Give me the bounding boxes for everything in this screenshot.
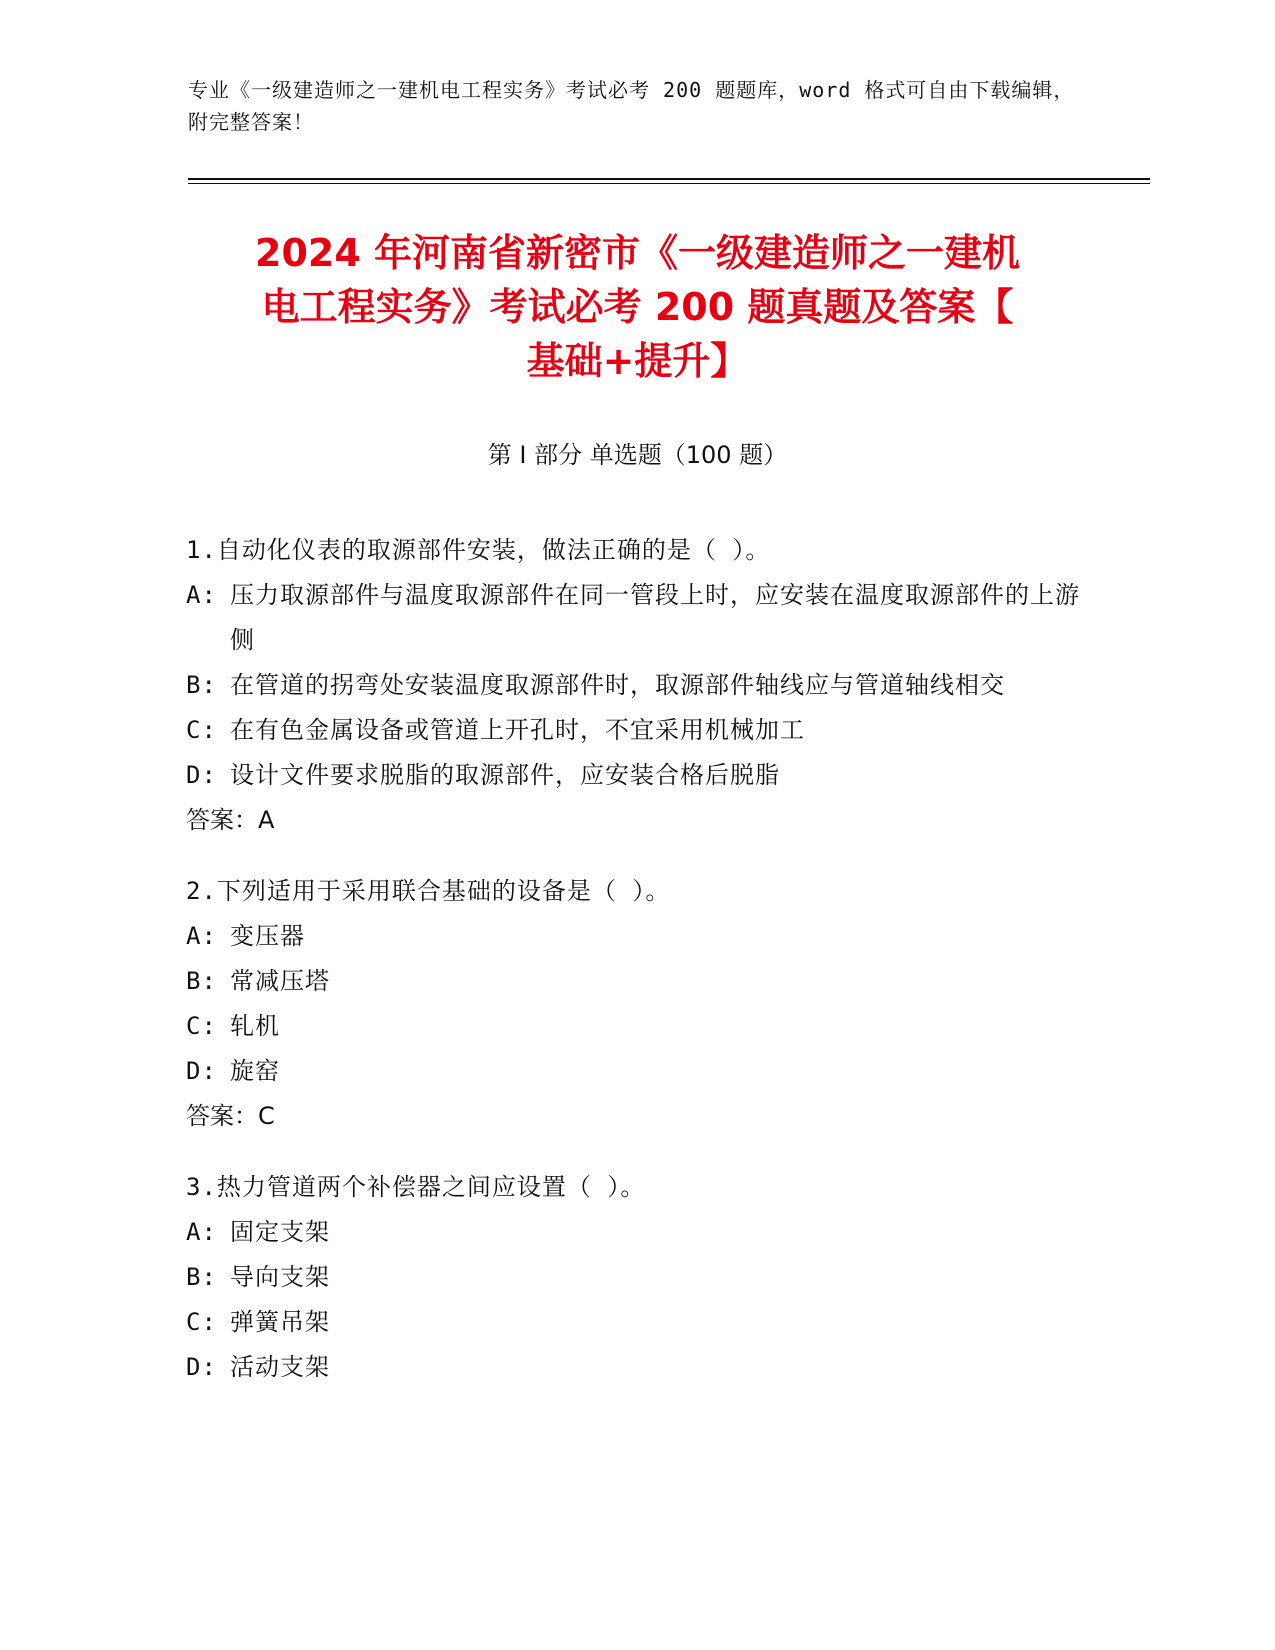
option-text: 在有色金属设备或管道上开孔时，不宜采用机械加工 [230,716,805,744]
option-d [186,1049,1086,1094]
option-text: 活动支架 [230,1353,330,1381]
option-letter: C: [186,1012,217,1040]
option-c [186,708,1086,753]
option-letter: B: [186,1263,217,1291]
question-answer: 答案：C [186,1102,275,1130]
option-text: 压力取源部件与温度取源部件在同一管段上时，应安装在温度取源部件的上游侧 [230,581,1080,654]
option-letter: D: [186,1057,217,1085]
option-text: 在管道的拐弯处安装温度取源部件时，取源部件轴线应与管道轴线相交 [230,671,1005,699]
question-3 [186,1165,1086,1390]
option-letter: A: [186,1218,217,1246]
option-a [186,1210,1086,1255]
question-2 [186,869,1086,1139]
option-b [186,663,1086,708]
option-c [186,1300,1086,1345]
header-note: 专业《一级建造师之一建机电工程实务》考试必考 200 题题库，word 格式可自由下载编辑，附完整答案！ [188,78,1075,134]
title-line-2: 电工程实务》考试必考 200 题真题及答案【 [261,285,1014,329]
title-line-3: 基础+提升】 [526,339,749,383]
title-line-1: 2024 年河南省新密市《一级建造师之一建机 [255,231,1020,275]
option-letter: A: [186,922,217,950]
option-text: 弹簧吊架 [230,1308,330,1336]
option-b [186,959,1086,1004]
header-divider-thin [188,183,1150,184]
option-b [186,1255,1086,1300]
question-stem: 3.热力管道两个补偿器之间应设置（ ）。 [186,1173,646,1201]
option-letter: D: [186,761,217,789]
option-text: 旋窑 [230,1057,280,1085]
option-letter: B: [186,967,217,995]
option-d [186,1345,1086,1390]
option-letter: C: [186,716,217,744]
section-heading: 第 I 部分 单选题（100 题） [487,441,788,469]
option-text: 设计文件要求脱脂的取源部件，应安装合格后脱脂 [230,761,780,789]
option-letter: C: [186,1308,217,1336]
option-a [186,914,1086,959]
option-letter: B: [186,671,217,699]
question-answer: 答案：A [186,806,275,834]
option-text: 轧机 [230,1012,280,1040]
option-a [186,573,1086,663]
option-text: 常减压塔 [230,967,330,995]
question-list [186,528,1086,1416]
option-text: 固定支架 [230,1218,330,1246]
option-c [186,1004,1086,1049]
option-d [186,753,1086,798]
option-text: 变压器 [230,922,305,950]
option-letter: A: [186,581,217,609]
option-text: 导向支架 [230,1263,330,1291]
question-1 [186,528,1086,843]
option-letter: D: [186,1353,217,1381]
question-stem: 2.下列适用于采用联合基础的设备是（ ）。 [186,877,671,905]
question-stem: 1.自动化仪表的取源部件安装，做法正确的是（ ）。 [186,536,771,564]
header-divider-thick [188,178,1150,180]
document-title [180,226,1095,388]
